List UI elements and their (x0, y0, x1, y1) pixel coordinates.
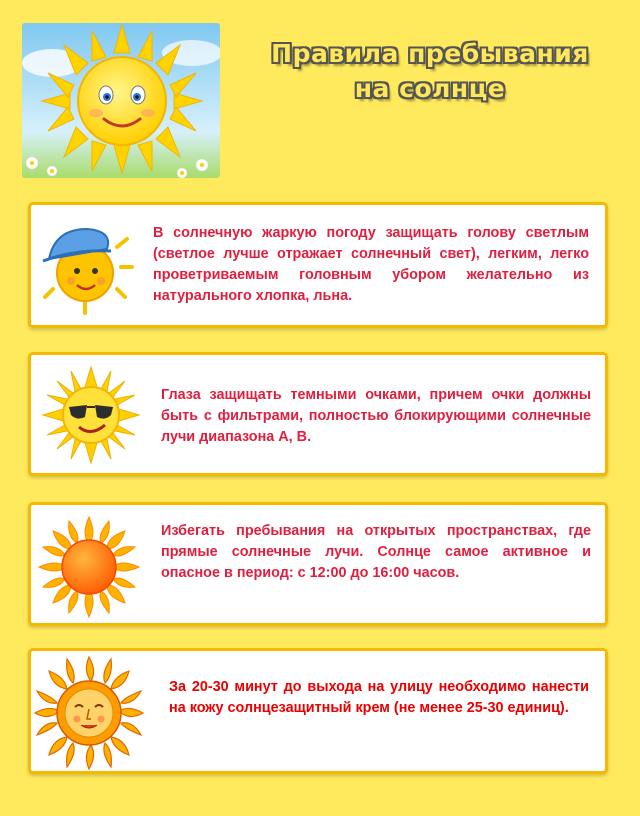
sun-sunglasses-icon (41, 365, 141, 465)
title-line-1: Правила пребывания (271, 39, 589, 68)
rule-text-1: В солнечную жаркую погоду защищать голову светлым (светлое лучше отражает солнечный свет), легким, легко проветриваемым головным убором желательно из натурального хлопка, льна. (153, 225, 589, 304)
sun-in-hat-icon (35, 219, 135, 315)
rule-card-3 (28, 502, 608, 626)
page-title (236, 36, 624, 106)
folk-sun-face-icon (33, 655, 145, 771)
title-line-2: на солнце (354, 74, 506, 103)
rule-text-3: Избегать пребывания на открытых пространствах, где прямые солнечные лучи. Солнце самое активное и опасное в период: с 12:00 до 16:00 часов. (161, 523, 591, 581)
rule-card-1 (28, 202, 608, 328)
rule-text-2: Глаза защищать темными очками, причем очки должны быть с фильтрами, полностью блокирующими солнечные лучи диапазона А, В. (161, 387, 591, 445)
rule-card-2 (28, 352, 608, 476)
rule-text-4: За 20-30 минут до выхода на улицу необходимо нанести на кожу солнцезащитный крем (не менее 25-30 единиц). (169, 679, 589, 716)
orange-sun-icon (37, 515, 141, 619)
smiling-sun-picture (22, 23, 220, 178)
rule-card-4 (28, 648, 608, 774)
